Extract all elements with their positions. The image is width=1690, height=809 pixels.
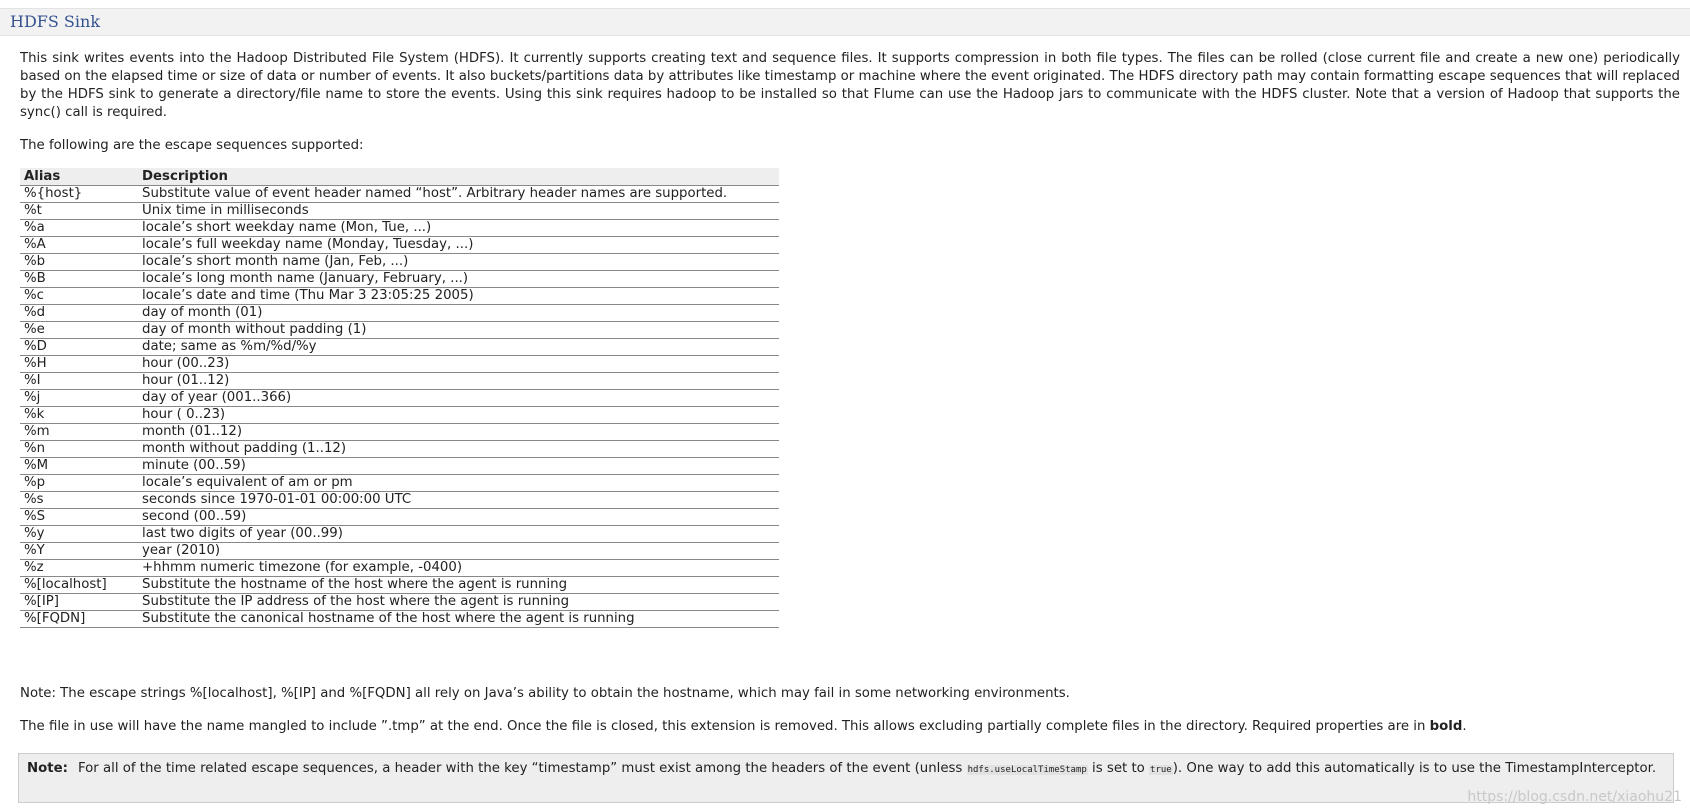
bold-keyword: bold (1429, 719, 1463, 734)
description-cell: day of year (001..366) (138, 390, 779, 407)
alias-cell: %t (20, 203, 138, 220)
description-cell: locale’s short weekday name (Mon, Tue, ...) (138, 220, 779, 237)
alias-cell: %I (20, 373, 138, 390)
alias-cell: %[FQDN] (20, 611, 138, 628)
table-row (20, 458, 779, 475)
table-row (20, 186, 779, 203)
table-row (20, 611, 779, 628)
table-row (20, 373, 779, 390)
alias-cell: %[IP] (20, 594, 138, 611)
note-text-mid: is set to (1092, 761, 1145, 776)
alias-cell: %n (20, 441, 138, 458)
escape-sequence-rows (20, 186, 779, 628)
description-cell: seconds since 1970-01-01 00:00:00 UTC (138, 492, 779, 509)
sentence-end: . (1462, 719, 1467, 734)
table-row (20, 526, 779, 543)
alias-column-header: Alias (20, 168, 138, 186)
alias-cell: %k (20, 407, 138, 424)
intro-paragraph: This sink writes events into the Hadoop Distributed File System (HDFS). It currently supports creating text and sequence files. It supports compression in both file types. The files can be rolled (close current file and create a new one) periodically based on the elapsed time or size of data or number of events. It also buckets/partitions data by attributes like timestamp or machine where the event originated. The HDFS directory path may contain formatting escape sequences that will replaced by the HDFS sink to generate a directory/file name to store the events. Using this sink requires hadoop to be installed so that Flume can use the Hadoop jars to communicate with the HDFS cluster. Note that a version of Hadoop that supports the sync() call is required. (20, 51, 1680, 120)
alias-cell: %y (20, 526, 138, 543)
description-cell: locale’s equivalent of am or pm (138, 475, 779, 492)
alias-cell: %[localhost] (20, 577, 138, 594)
description-cell: year (2010) (138, 543, 779, 560)
table-row (20, 271, 779, 288)
escape-sequences-intro: The following are the escape sequences supported: (20, 138, 364, 153)
description-cell: Substitute the hostname of the host where the agent is running (138, 577, 779, 594)
description-cell: locale’s long month name (January, February, ...) (138, 271, 779, 288)
use-local-timestamp-code: hdfs.useLocalTimeStamp (967, 765, 1087, 775)
description-cell: locale’s short month name (Jan, Feb, ...) (138, 254, 779, 271)
alias-cell: %z (20, 560, 138, 577)
alias-cell: %p (20, 475, 138, 492)
description-cell: hour (01..12) (138, 373, 779, 390)
table-row (20, 305, 779, 322)
alias-cell: %B (20, 271, 138, 288)
table-row (20, 356, 779, 373)
watermark: https://blog.csdn.net/xiaohu21 (1467, 789, 1682, 805)
description-cell: Substitute the canonical hostname of the host where the agent is running (138, 611, 779, 628)
escape-strings-note: Note: The escape strings %[localhost], %[IP] and %[FQDN] all rely on Java’s ability to obtain the hostname, which may fail in some networking environments. (20, 686, 1070, 701)
table-row (20, 203, 779, 220)
alias-cell: %M (20, 458, 138, 475)
table-row (20, 543, 779, 560)
description-cell: +hhmm numeric timezone (for example, -0400) (138, 560, 779, 577)
table-row (20, 441, 779, 458)
table-row (20, 322, 779, 339)
alias-cell: %A (20, 237, 138, 254)
alias-cell: %s (20, 492, 138, 509)
section-header (0, 8, 1690, 36)
description-cell: hour ( 0..23) (138, 407, 779, 424)
table-row (20, 492, 779, 509)
description-cell: second (00..59) (138, 509, 779, 526)
description-cell: month (01..12) (138, 424, 779, 441)
description-cell: month without padding (1..12) (138, 441, 779, 458)
section-title: HDFS Sink (10, 12, 101, 31)
description-cell: date; same as %m/%d/%y (138, 339, 779, 356)
description-cell: locale’s full weekday name (Monday, Tuesday, ...) (138, 237, 779, 254)
description-cell: locale’s date and time (Thu Mar 3 23:05:25 2005) (138, 288, 779, 305)
note-label: Note: (27, 761, 68, 776)
file-in-use-paragraph (20, 718, 1680, 736)
alias-cell: %a (20, 220, 138, 237)
description-cell: minute (00..59) (138, 458, 779, 475)
alias-cell: %e (20, 322, 138, 339)
description-cell: hour (00..23) (138, 356, 779, 373)
table-row (20, 288, 779, 305)
table-row (20, 424, 779, 441)
description-cell: Unix time in milliseconds (138, 203, 779, 220)
description-cell: last two digits of year (00..99) (138, 526, 779, 543)
table-header-row (20, 168, 779, 186)
alias-cell: %j (20, 390, 138, 407)
alias-cell: %b (20, 254, 138, 271)
table-row (20, 577, 779, 594)
table-row (20, 220, 779, 237)
table-row (20, 390, 779, 407)
note-text-before: For all of the time related escape sequences, a header with the key “timestamp” must exist among the headers of the event (unless (77, 761, 963, 776)
alias-cell: %D (20, 339, 138, 356)
description-cell: Substitute value of event header named “host”. Arbitrary header names are supported. (138, 186, 779, 203)
alias-cell: %Y (20, 543, 138, 560)
table-row (20, 509, 779, 526)
description-column-header: Description (138, 168, 779, 186)
note-text-after: ). One way to add this automatically is to use the TimestampInterceptor. (1172, 761, 1657, 776)
alias-cell: %c (20, 288, 138, 305)
table-row (20, 254, 779, 271)
table-row (20, 560, 779, 577)
description-cell: day of month (01) (138, 305, 779, 322)
true-code: true (1150, 765, 1172, 775)
alias-cell: %m (20, 424, 138, 441)
file-in-use-text: The file in use will have the name mangled to include ”.tmp” at the end. Once the file is closed, this extension is removed. This allows excluding partially complete files in the directory. Required properties are in (20, 719, 1426, 734)
timestamp-note-box (18, 753, 1674, 803)
description-cell: Substitute the IP address of the host where the agent is running (138, 594, 779, 611)
alias-cell: %S (20, 509, 138, 526)
alias-cell: %H (20, 356, 138, 373)
table-row (20, 407, 779, 424)
alias-cell: %d (20, 305, 138, 322)
table-row (20, 475, 779, 492)
description-cell: day of month without padding (1) (138, 322, 779, 339)
alias-cell: %{host} (20, 186, 138, 203)
table-row (20, 237, 779, 254)
table-row (20, 594, 779, 611)
table-row (20, 339, 779, 356)
escape-sequence-table (20, 168, 779, 628)
